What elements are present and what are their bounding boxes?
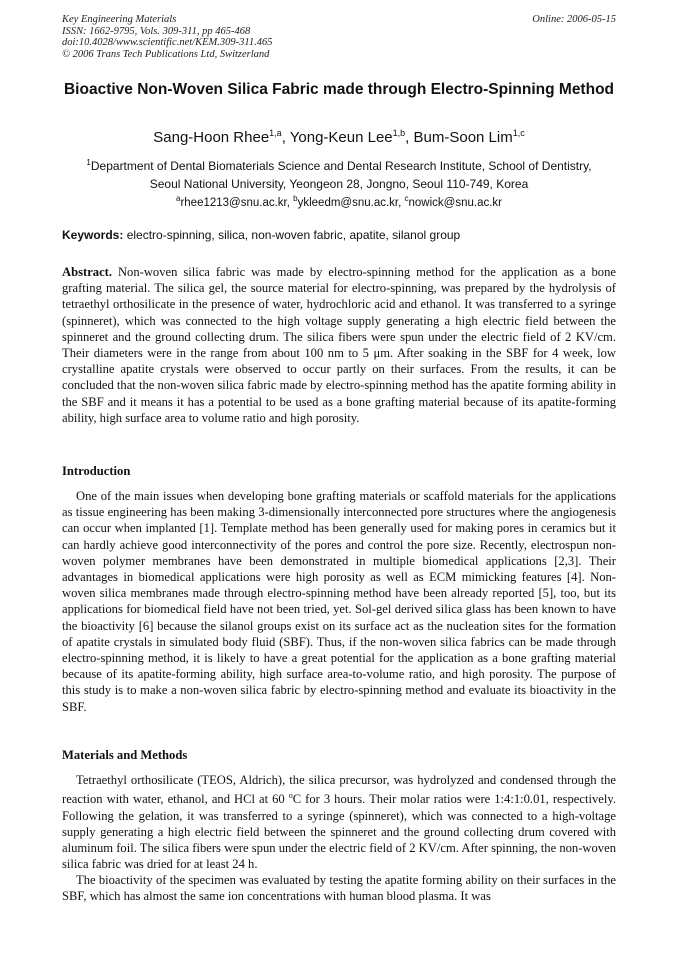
copyright-line: © 2006 Trans Tech Publications Ltd, Switzerland: [62, 48, 270, 60]
affiliation: [62, 154, 616, 193]
introduction-paragraph: One of the main issues when developing bone grafting materials or scaffold materials for the applications as tissue engineering has been making 3-dimensionally interconnected pore structures where the angiogenesis can occur when implanted [1]. Template method has been generally used for making pores in ceramics but it can hardly achieve good interconnectivity of the pores and control the pore size. Recently, electrospun non-woven polymer membranes have been demonstrated in multiple biomedical applications [2,3]. Their advantages in biomedical applications were high porosity as well as ECM mimicking features [4]. Non-woven silica membranes made through electro-spinning method have been already reported [5], too, but its applications for biomedical field have not been tried, yet. Sol-gel derived silica glass has been known to have the bioactivity [6] because the silanol groups exist on its surface act as the nucleation sites for the formation of apatite crystals in simulated body fluid (SBF). Thus, if the non-woven silica fabrics can be made through electro-spinning method, it is likely to have a great potential for the application as a bone grafting material because of its apatite-forming ability, high surface area-to-volume ratio, and high porosity. The purpose of this study is to make a non-woven silica fabric by electro-spinning method and evaluate its bioactivity in the SBF.: [62, 489, 616, 714]
keywords: [62, 228, 616, 242]
author-name: Bum-Soon Lim: [413, 129, 513, 146]
author-name: Sang-Hoon Rhee: [153, 129, 270, 146]
affiliation-sup: 1: [86, 158, 91, 167]
materials-methods-paragraph-2: The bioactivity of the specimen was evaluated by testing the apatite forming ability on their surfaces in the SBF, which has almost the same ion concentrations with human blood plasma. It was: [62, 873, 616, 904]
email-address[interactable]: ykleedm@snu.ac.kr: [297, 196, 399, 209]
affiliation-line: Department of Dental Biomaterials Science and Dental Research Institute, School of Dentistry,: [90, 159, 592, 173]
email-sup: c: [404, 194, 409, 203]
materials-methods-paragraph-1: [62, 772, 616, 872]
abstract-label: Abstract.: [62, 265, 113, 279]
email-address[interactable]: rhee1213@snu.ac.kr: [180, 196, 287, 209]
materials-methods-heading: Materials and Methods: [62, 748, 188, 762]
introduction-heading: Introduction: [62, 464, 131, 478]
mm-text: Tetraethyl orthosilicate (TEOS, Aldrich), the silica precursor, was hydrolyzed and condensed through the reaction with water, ethanol, and HCl at 60: [62, 773, 616, 807]
doi-line: doi:10.4028/www.scientific.net/KEM.309-311.465: [62, 37, 273, 48]
author-sup: 1,b: [392, 128, 406, 138]
journal-header: [62, 14, 272, 60]
author-list: Sang-Hoon Rhee$^{1,a}$, Yong-Keun Lee$^{1,b}$, Bum-Soon Lim$^{1,c}$: [153, 128, 525, 146]
author-sup: 1,c: [512, 128, 525, 138]
issn-line: ISSN: 1662-9795, Vols. 309-311, pp 465-468: [62, 25, 251, 37]
author-sup: 1,a: [269, 128, 282, 138]
online-date: Online: 2006-05-15: [532, 14, 616, 25]
keywords-label: Keywords:: [62, 228, 124, 242]
abstract: [62, 264, 616, 426]
affiliation-line: Seoul National University, Yeongeon 28, Jongno, Seoul 110-749, Korea: [149, 177, 529, 191]
degree-sup: o: [288, 791, 293, 801]
email-list: $^a$rhee1213@snu.ac.kr, $^b$ykleedm@snu.ac.kr, $^c$nowick@snu.ac.kr: [176, 194, 502, 209]
email-sup: a: [176, 194, 181, 203]
keywords-text: electro-spinning, silica, non-woven fabric, apatite, silanol group: [123, 228, 461, 242]
paper-title: Bioactive Non-Woven Silica Fabric made through Electro-Spinning Method: [63, 81, 614, 98]
mm-text: C for 3 hours. Their molar ratios were 1:4:1:0.01, respectively. Following the gelation, it was transferred to a syringe (spinneret), which was connected to a high-voltage supply generating a high electric field between the spinneret and the ground collecting drum covered with aluminum foil. The silica fibers were spun under the electric field of 2 KV/cm. After spinning, the non-woven silica fabric was dried for at least 24 h.: [62, 792, 616, 872]
email-sup: b: [293, 194, 298, 203]
journal-name: Key Engineering Materials: [62, 14, 177, 25]
email-address[interactable]: nowick@snu.ac.kr: [408, 196, 502, 209]
author-name: Yong-Keun Lee: [289, 129, 393, 146]
abstract-text: Non-woven silica fabric was made by electro-spinning method for the application as a bone grafting material. The silica gel, the source material for electro-spinning, was prepared by the hydrolysis of tetraethyl orthosilicate in the presence of water, hydrochloric acid and ethanol. It was transferred to a syringe (spinneret), which was connected to the high voltage supply generating a high electric field between the spinneret and the ground collecting drum. The silica fibers were spun under the electric field of 2 KV/cm. Their diameters were in the range from about 100 nm to 5 μm. After soaking in the SBF for 4 week, low crystalline apatite crystals were observed to occur partly on their surfaces. From the results, it can be concluded that the non-woven silica fabric made by electro-spinning method has the apatite forming ability in the SBF and it means it has a potential to be used as a bone grafting material because of its apatite-forming ability, high surface area to volume ratio and high porosity.: [62, 265, 616, 425]
